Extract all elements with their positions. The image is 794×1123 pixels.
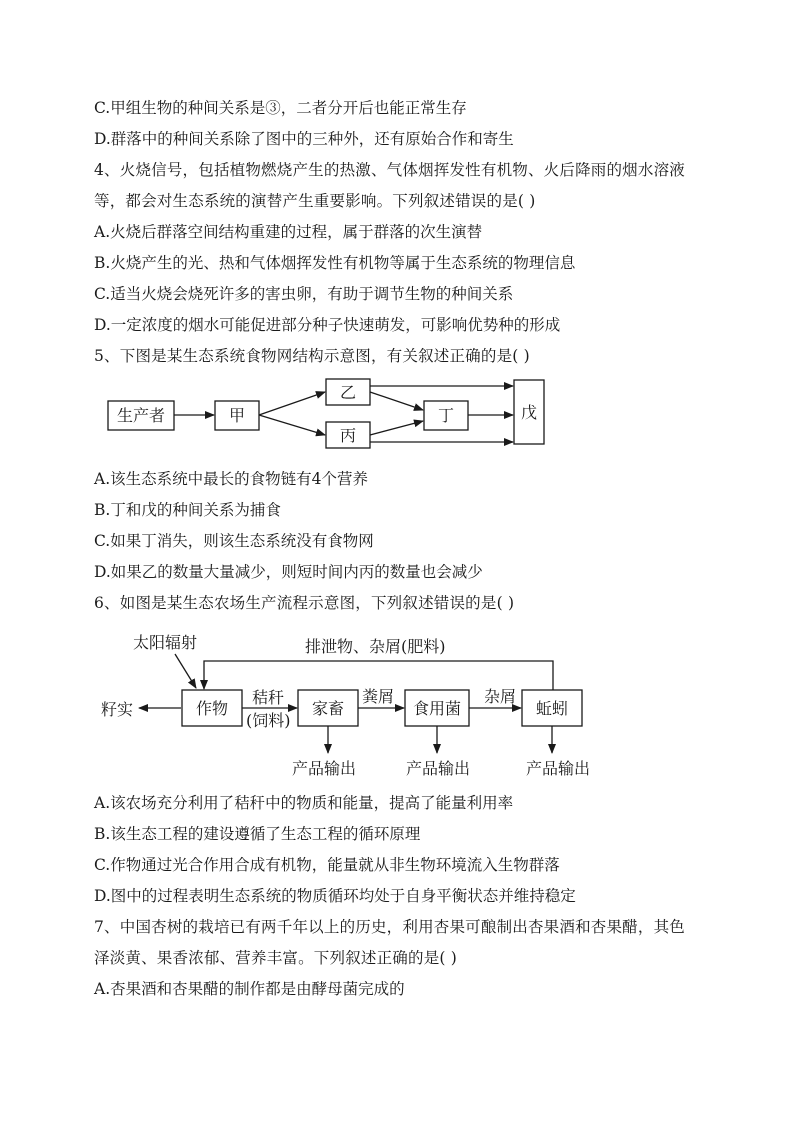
earthworm-label: 蚯蚓 [535, 699, 569, 718]
q7-stem-line1: 7、中国杏树的栽培已有两千年以上的历史，利用杏果可酿制出杏果酒和杏果醋，其色 [94, 918, 685, 936]
manure-label: 粪屑 [362, 687, 395, 706]
q7-stem-line2: 泽淡黄、果香浓郁、营养丰富。下列叙述正确的是( ) [94, 949, 458, 967]
q4-option-b: B.火烧产生的光、热和气体烟挥发性有机物等属于生态系统的物理信息 [94, 254, 576, 272]
node-bing-label: 丙 [339, 426, 357, 445]
q6-option-a: A.该农场充分利用了秸秆中的物质和能量，提高了能量利用率 [94, 794, 514, 812]
livestock-label: 家畜 [311, 699, 345, 718]
feedback-label: 排泄物、杂屑(肥料) [305, 637, 446, 656]
q5-option-a: A.该生态系统中最长的食物链有4个营养 [94, 470, 368, 488]
straw-label: 秸秆 [252, 688, 285, 707]
sun-radiation-label: 太阳辐射 [133, 633, 198, 652]
q4-option-d: D.一定浓度的烟水可能促进部分种子快速萌发，可影响优势种的形成 [94, 316, 561, 334]
node-ding-label: 丁 [437, 406, 455, 425]
crops-label: 作物 [195, 699, 229, 718]
q4-stem-line1: 4、火烧信号，包括植物燃烧产生的热激、气体烟挥发性有机物、火后降雨的烟水溶液 [94, 161, 685, 179]
debris-label: 杂屑 [484, 687, 517, 706]
node-wu-label: 戊 [520, 403, 538, 422]
q5-option-c: C.如果丁消失，则该生态系统没有食物网 [94, 532, 374, 550]
seeds-label: 籽实 [101, 700, 134, 719]
q5-option-b: B.丁和戊的种间关系为捕食 [94, 501, 281, 519]
q4-option-a: A.火烧后群落空间结构重建的过程，属于群落的次生演替 [94, 223, 483, 241]
q6-option-c: C.作物通过光合作用合成有机物，能量就从非生物环境流入生物群落 [94, 856, 560, 874]
q4-stem-line2: 等，都会对生态系统的演替产生重要影响。下列叙述错误的是( ) [94, 192, 536, 210]
node-jia-label: 甲 [228, 406, 246, 425]
q7-option-a: A.杏果酒和杏果醋的制作都是由酵母菌完成的 [94, 980, 405, 998]
q5-stem: 5、下图是某生态系统食物网结构示意图，有关叙述正确的是( ) [94, 347, 530, 365]
q6-option-d: D.图中的过程表明生态系统的物质循环均处于自身平衡状态并维持稳定 [94, 887, 576, 905]
arrow-feedback-crops [204, 661, 553, 690]
q6-stem: 6、如图是某生态农场生产流程示意图，下列叙述错误的是( ) [94, 594, 515, 612]
q4-option-c: C.适当火烧会烧死许多的害虫卵，有助于调节生物的种间关系 [94, 285, 514, 303]
fodder-label: (饲料) [246, 711, 291, 730]
q3-option-c: C.甲组生物的种间关系是③，二者分开后也能正常生存 [94, 99, 467, 117]
q5-option-d: D.如果乙的数量大量减少，则短时间内丙的数量也会减少 [94, 563, 483, 581]
arrow-sun-crops [175, 654, 196, 688]
output-label-1: 产品输出 [292, 759, 357, 778]
node-producer-label: 生产者 [116, 406, 166, 425]
q3-option-d: D.群落中的种间关系除了图中的三种外，还有原始合作和寄生 [94, 130, 514, 148]
output-label-2: 产品输出 [406, 759, 471, 778]
mushroom-label: 食用菌 [412, 699, 462, 718]
node-yi-label: 乙 [339, 383, 357, 402]
output-label-3: 产品输出 [526, 759, 591, 778]
q6-option-b: B.该生态工程的建设遵循了生态工程的循环原理 [94, 825, 421, 843]
